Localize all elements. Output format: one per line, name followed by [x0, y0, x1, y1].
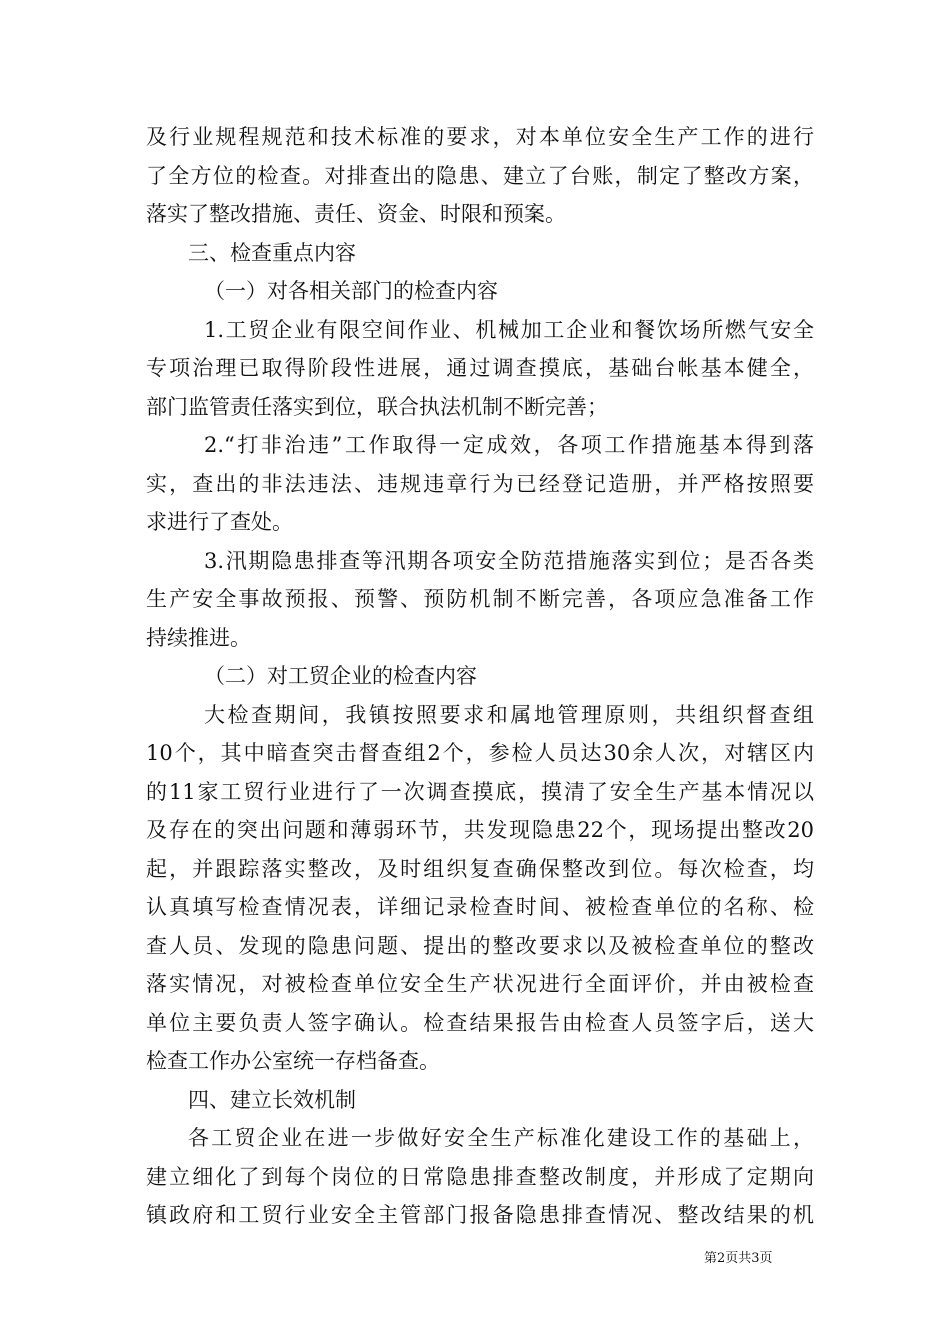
text-line: 3.汛期隐患排查等汛期各项安全防范措施落实到位；是否各类 — [204, 548, 814, 573]
text-line: 起，并跟踪落实整改，及时组织复查确保整改到位。每次检查，均 — [146, 856, 814, 881]
page-number: 第2页共3页 — [704, 1251, 773, 1266]
section-heading: 四、建立长效机制 — [188, 1087, 356, 1112]
text-line: 镇政府和工贸行业安全主管部门报备隐患排查情况、整改结果的机 — [146, 1203, 814, 1227]
text-line: 部门监管责任落实到位，联合执法机制不断完善； — [146, 394, 608, 419]
text-line: 查人员、发现的隐患问题、提出的整改要求以及被检查单位的整改 — [146, 933, 814, 958]
subsection-heading: （一）对各相关部门的检查内容 — [204, 279, 498, 303]
text-line: 2.“打非治违”工作取得一定成效，各项工作措施基本得到落 — [204, 433, 814, 457]
text-line: 落实了整改措施、责任、资金、时限和预案。 — [146, 202, 566, 226]
text-line: 单位主要负责人签字确认。检查结果报告由检查人员签字后，送大 — [146, 1010, 814, 1035]
text-line: 认真填写检查情况表，详细记录检查时间、被检查单位的名称、检 — [146, 895, 814, 919]
subsection-heading: （二）对工贸企业的检查内容 — [204, 664, 477, 688]
section-heading: 三、检查重点内容 — [188, 240, 356, 265]
body-text — [146, 118, 814, 1235]
text-line: 建立细化了到每个岗位的日常隐患排查整改制度，并形成了定期向 — [146, 1164, 814, 1189]
text-line: 各工贸企业在进一步做好安全生产标准化建设工作的基础上， — [188, 1126, 814, 1150]
text-line: 持续推进。 — [146, 625, 251, 650]
text-line: 求进行了查处。 — [146, 510, 293, 534]
text-line: 的11家工贸行业进行了一次调查摸底，摸清了安全生产基本情况以 — [146, 779, 814, 804]
text-line: 10个，其中暗查突击督查组2个，参检人员达30余人次，对辖区内 — [146, 741, 814, 765]
text-line: 检查工作办公室统一存档备查。 — [146, 1049, 440, 1073]
text-line: 落实情况，对被检查单位安全生产状况进行全面评价，并由被检查 — [146, 972, 814, 996]
text-line: 1.工贸企业有限空间作业、机械加工企业和餐饮场所燃气安全 — [204, 317, 814, 342]
text-line: 专项治理已取得阶段性进展，通过调查摸底，基础台帐基本健全， — [146, 356, 814, 380]
text-line: 生产安全事故预报、预警、预防机制不断完善，各项应急准备工作 — [146, 587, 814, 611]
text-line: 大检查期间，我镇按照要求和属地管理原则，共组织督查组 — [204, 702, 814, 727]
text-line: 了全方位的检查。对排查出的隐患、建立了台账，制定了整改方案， — [146, 163, 814, 188]
text-line: 实，查出的非法违法、违规违章行为已经登记造册，并严格按照要 — [146, 471, 814, 496]
text-line: 及存在的突出问题和薄弱环节，共发现隐患22个，现场提出整改20 — [146, 818, 814, 842]
text-line: 及行业规程规范和技术标准的要求，对本单位安全生产工作的进行 — [146, 125, 814, 149]
